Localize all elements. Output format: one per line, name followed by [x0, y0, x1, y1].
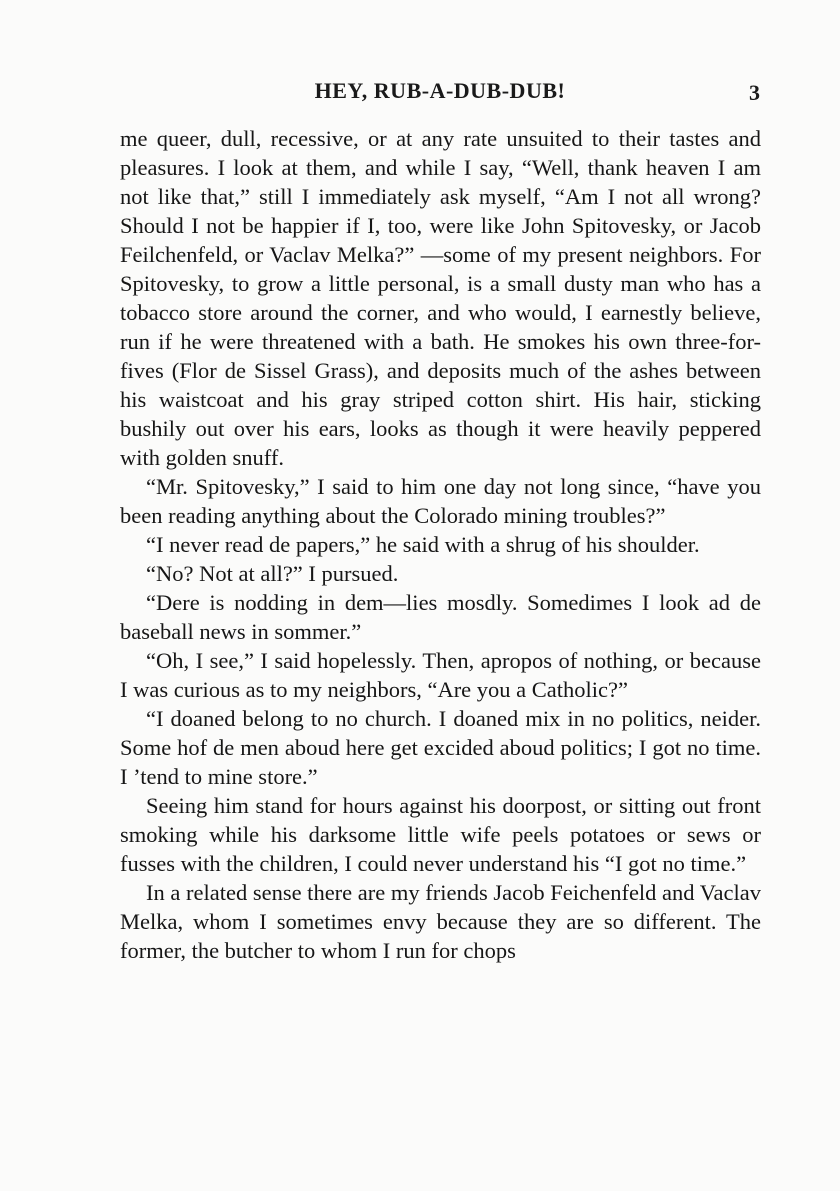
body-text: [120, 124, 761, 965]
paragraph: “Mr. Spitovesky,” I said to him one day not long since, “have you been reading anything about the Colorado mining troubles?”: [120, 474, 761, 528]
running-header: [120, 78, 760, 108]
paragraph: “I doaned belong to no church. I doaned mix in no politics, neider. Some hof de men aboud here get excided aboud politics; I got no time. I ’tend to mine store.”: [120, 706, 761, 789]
paragraph: “I never read de papers,” he said with a shrug of his shoulder.: [146, 532, 700, 557]
paragraph: me queer, dull, recessive, or at any rate unsuited to their tastes and pleasures. I look at them, and while I say, “Well, thank heaven I am not like that,” still I immediately ask myself, “Am I not all wrong? Should I not be happier if I, too, were like John Spitovesky, or Jacob Feilchenfeld, or Vaclav Melka?” —some of my present neighbors. For Spitovesky, to grow a little personal, is a small dusty man who has a tobacco store around the corner, and who would, I earnestly believe, run if he were threatened with a bath. He smokes his own three-for-fives (Flor de Sissel Grass), and deposits much of the ashes between his waistcoat and his gray striped cotton shirt. His hair, sticking bushily out over his ears, looks as though it were heavily peppered with golden snuff.: [120, 126, 761, 470]
paragraph: In a related sense there are my friends Jacob Feichenfeld and Vaclav Melka, whom I sometimes envy because they are so different. The former, the butcher to whom I run for chops: [120, 880, 761, 963]
paragraph: Seeing him stand for hours against his doorpost, or sitting out front smoking while his darksome little wife peels potatoes or sews or fusses with the children, I could never understand his “I got no time.”: [120, 793, 761, 876]
paragraph: “Oh, I see,” I said hopelessly. Then, apropos of nothing, or because I was curious as to my neighbors, “Are you a Catholic?”: [120, 648, 761, 702]
paragraph: “No? Not at all?” I pursued.: [146, 561, 399, 586]
running-title: HEY, RUB-A-DUB-DUB!: [314, 78, 566, 103]
paragraph: “Dere is nodding in dem—lies mosdly. Somedimes I look ad de baseball news in sommer.”: [120, 590, 761, 644]
page-number: 3: [749, 80, 760, 105]
